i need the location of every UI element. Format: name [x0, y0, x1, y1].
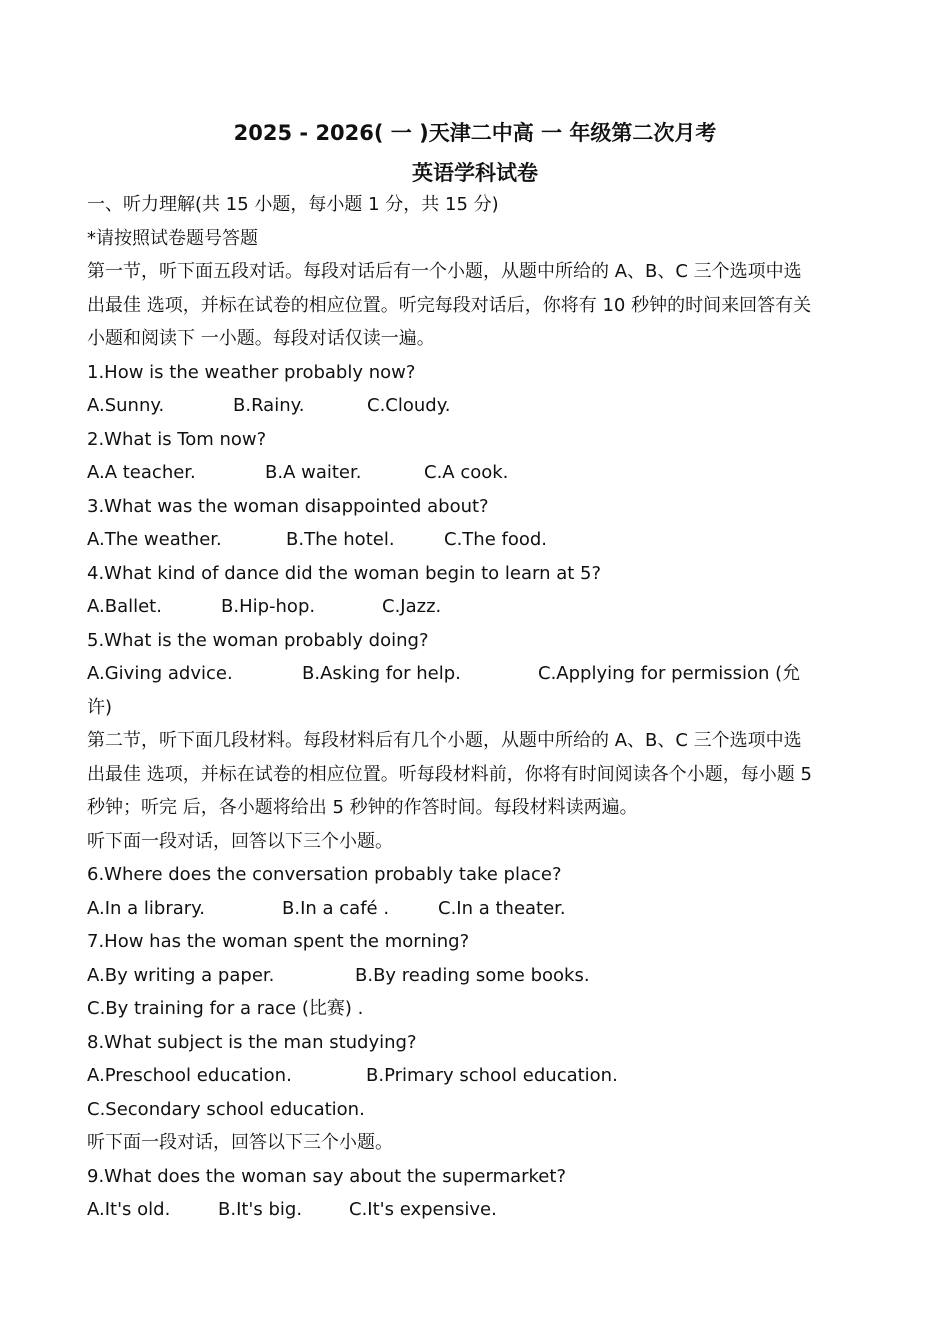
question-text: 1.How is the weather probably now? [87, 361, 416, 383]
option-a: A.By writing a paper. [87, 964, 275, 986]
option-a: A.Preschool education. [87, 1065, 292, 1086]
option-b: B.A waiter. [265, 462, 362, 483]
part1-instructions-line: 第一节，听下面五段对话。每段对话后有一个小题，从题中所给的 A、B、C 三个选项中选 [87, 261, 802, 282]
option-c: C.In a theater. [438, 897, 566, 919]
options-row [87, 959, 857, 993]
section-heading: 一、听力理解(共 15 小题，每小题 1 分，共 15 分) [87, 194, 499, 215]
exam-subtitle: 英语学科试卷 [412, 161, 538, 185]
options-row [87, 1059, 857, 1093]
option-b: B.By reading some books. [355, 964, 590, 986]
options-row [87, 456, 857, 490]
option-c: C.By training for a race (比赛) . [87, 998, 364, 1019]
question-text: 8.What subject is the man studying? [87, 1031, 417, 1053]
option-b: B.Hip-hop. [221, 596, 316, 617]
part2-instructions-line: 第二节，听下面几段材料。每段材料后有几个小题，从题中所给的 A、B、C 三个选项中选 [87, 730, 802, 751]
options-row [87, 1193, 857, 1227]
question-text: 5.What is the woman probably doing? [87, 629, 429, 651]
option-a: A.Sunny. [87, 395, 165, 416]
option-a: A.In a library. [87, 897, 205, 919]
option-c-continued: 许) [87, 696, 113, 718]
part1-instructions-line: 出最佳 选项，并标在试卷的相应位置。听完每段对话后，你将有 10 秒钟的时间来回答有关 [87, 294, 812, 316]
options-row [87, 590, 857, 624]
part2-instructions-line: 出最佳 选项，并标在试卷的相应位置。听每段材料前，你将有时间阅读各个小题，每小题 5 [87, 763, 812, 785]
question-text: 7.How has the woman spent the morning? [87, 931, 470, 952]
option-a: A.The weather. [87, 529, 222, 550]
option-c: C.Secondary school education. [87, 1098, 365, 1120]
option-b: B.In a café . [282, 897, 390, 919]
option-c: C.Applying for permission (允 [538, 663, 801, 684]
question-text: 3.What was the woman disappointed about? [87, 495, 489, 517]
options-row [87, 389, 857, 423]
option-b: B.It's big. [218, 1199, 303, 1220]
question-text: 4.What kind of dance did the woman begin to learn at 5? [87, 562, 602, 584]
option-a: A.Giving advice. [87, 663, 233, 684]
part2-instructions-line: 秒钟；听完 后，各小题将给出 5 秒钟的作答时间。每段材料读两遍。 [87, 797, 638, 818]
option-a: A.A teacher. [87, 462, 196, 483]
dialogue-instruction: 听下面一段对话，回答以下三个小题。 [87, 1132, 393, 1153]
answer-note: *请按照试卷题号答题 [87, 227, 258, 249]
part1-instructions-line: 小题和阅读下 一小题。每段对话仅读一遍。 [87, 328, 435, 349]
option-a: A.It's old. [87, 1199, 171, 1220]
question-text: 9.What does the woman say about the supermarket? [87, 1165, 566, 1187]
option-c: C.The food. [444, 529, 547, 550]
question-text: 2.What is Tom now? [87, 428, 267, 450]
option-b: B.Primary school education. [366, 1065, 618, 1086]
options-row [87, 892, 857, 926]
question-text: 6.Where does the conversation probably take place? [87, 864, 562, 885]
option-a: A.Ballet. [87, 596, 162, 617]
option-c: C.It's expensive. [349, 1199, 497, 1220]
exam-title: 2025 - 2026( 一 )天津二中高 一 年级第二次月考 [233, 121, 717, 145]
option-c: C.A cook. [424, 462, 509, 483]
option-b: B.Rainy. [233, 395, 305, 416]
option-b: B.The hotel. [286, 529, 395, 550]
exam-body [87, 188, 857, 1227]
dialogue-instruction: 听下面一段对话，回答以下三个小题。 [87, 830, 393, 852]
option-b: B.Asking for help. [302, 663, 461, 684]
option-c: C.Cloudy. [367, 395, 451, 416]
options-row [87, 657, 857, 691]
options-row [87, 523, 857, 557]
option-c: C.Jazz. [382, 596, 442, 617]
